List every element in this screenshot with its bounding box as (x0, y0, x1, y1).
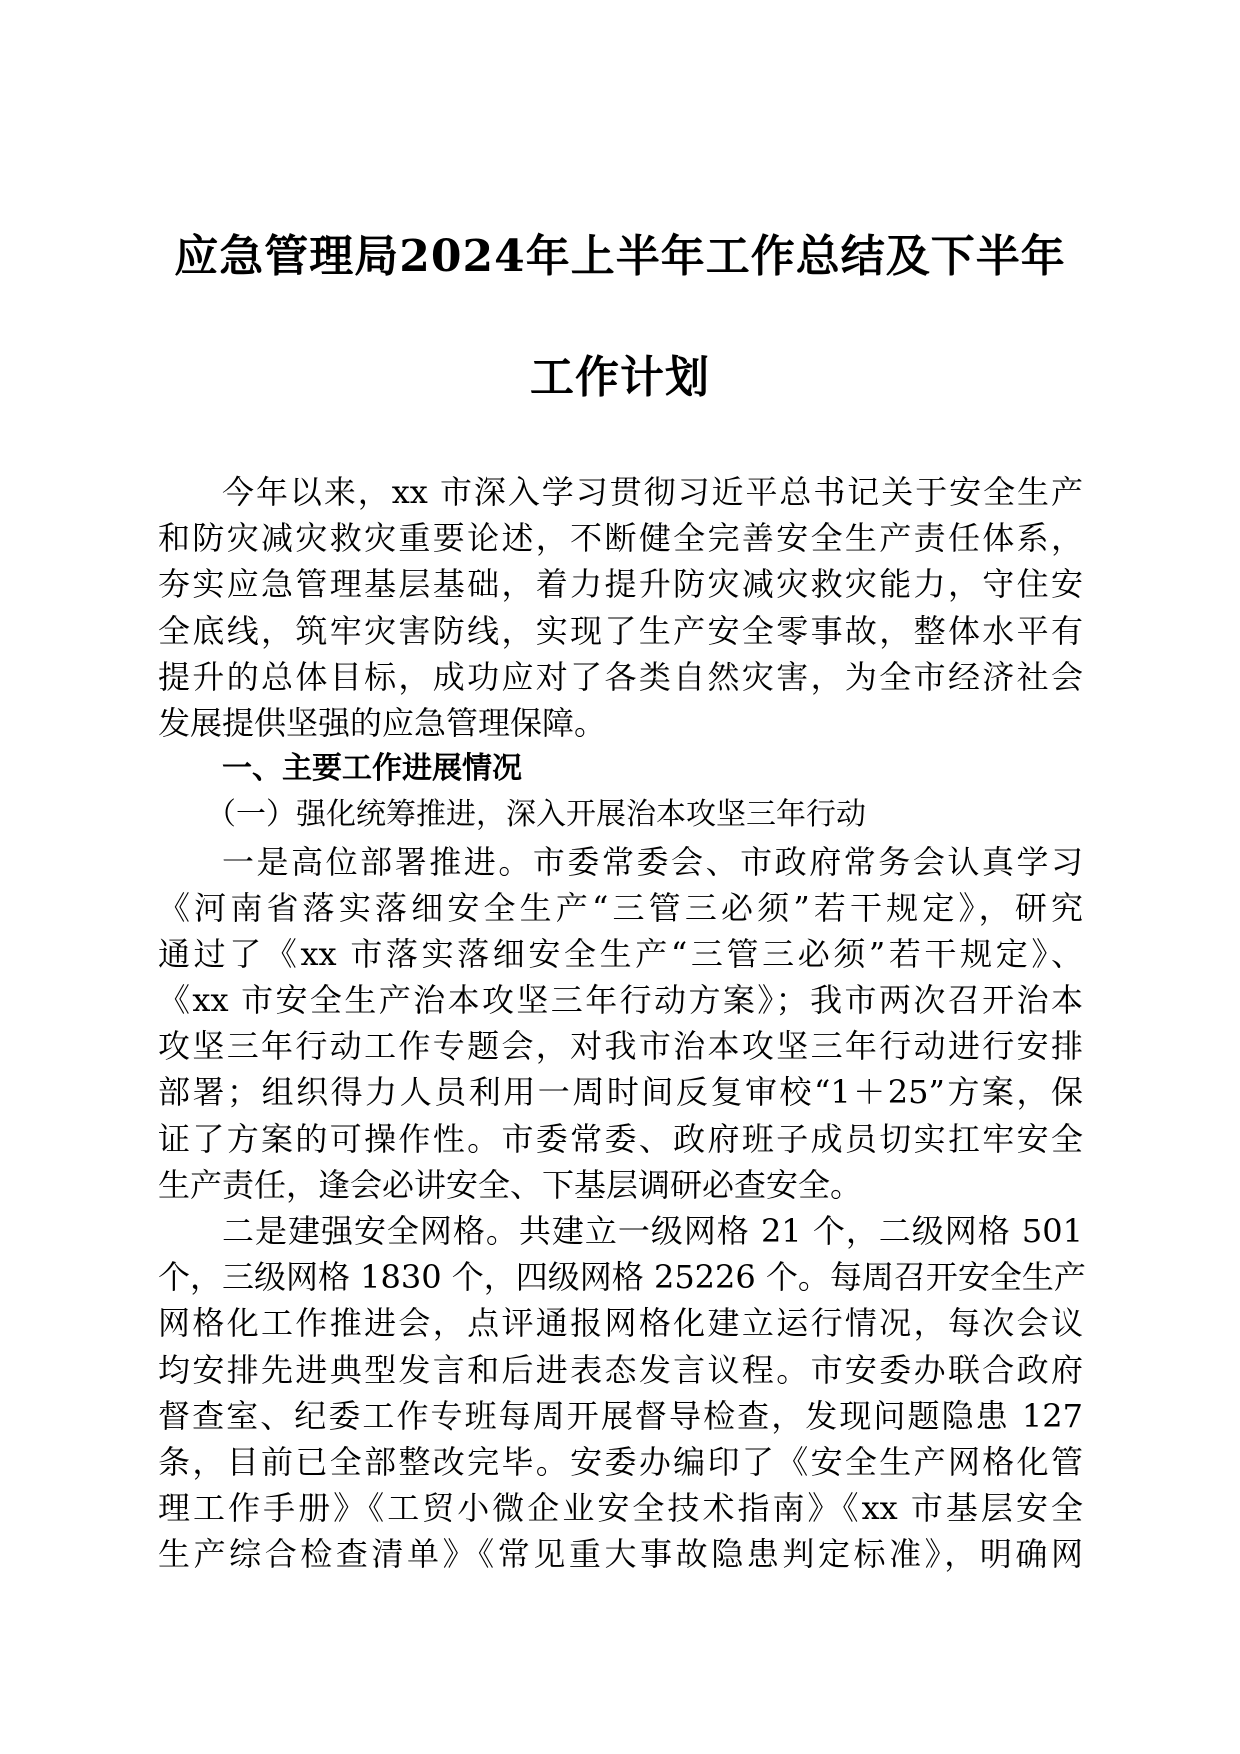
paragraph-line: 《河南省落实落细安全生产“三管三必须”若干规定》，研究 (158, 888, 1083, 927)
paragraph-line: 《xx 市安全生产治本攻坚三年行动方案》；我市两次召开治本 (158, 981, 1083, 1020)
paragraph-line: 生产综合检查清单》《常见重大事故隐患判定标准》，明确网 (158, 1535, 1083, 1574)
intro-line: 发展提供坚强的应急管理保障。 (158, 703, 607, 742)
paragraph-line: 网格化工作推进会，点评通报网格化建立运行情况，每次会议 (158, 1304, 1083, 1343)
paragraph-line: 条，目前已全部整改完毕。安委办编印了《安全生产网格化管 (158, 1442, 1083, 1481)
section-heading: 一、主要工作进展情况 (222, 751, 522, 787)
document-title-line-2: 工作计划 (530, 352, 710, 403)
document-body (158, 469, 1086, 1578)
subsection-heading: （一）强化统筹推进，深入开展治本攻坚三年行动 (206, 797, 866, 833)
intro-line: 夯实应急管理基层基础，着力提升防灾减灾救灾能力，守住安 (158, 565, 1083, 604)
paragraph-line: 一是高位部署推进。市委常委会、市政府常务会认真学习 (222, 842, 1083, 881)
intro-line: 提升的总体目标，成功应对了各类自然灾害，为全市经济社会 (158, 657, 1083, 696)
intro-line: 全底线，筑牢灾害防线，实现了生产安全零事故，整体水平有 (158, 611, 1083, 650)
paragraph-line: 攻坚三年行动工作专题会，对我市治本攻坚三年行动进行安排 (158, 1027, 1083, 1066)
paragraph-line: 均安排先进典型发言和后进表态发言议程。市安委办联合政府 (158, 1350, 1083, 1389)
paragraph-line: 通过了《xx 市落实落细安全生产“三管三必须”若干规定》、 (158, 934, 1083, 973)
paragraph-line: 理工作手册》《工贸小微企业安全技术指南》《xx 市基层安全 (158, 1489, 1083, 1528)
paragraph-line: 部署；组织得力人员利用一周时间反复审校“1＋25”方案，保 (158, 1073, 1083, 1112)
intro-line: 今年以来，xx 市深入学习贯彻习近平总书记关于安全生产 (222, 473, 1083, 511)
paragraph-line: 二是建强安全网格。共建立一级网格 21 个，二级网格 501 (222, 1212, 1083, 1250)
paragraph-line: 个，三级网格 1830 个，四级网格 25226 个。每周召开安全生产 (158, 1258, 1086, 1297)
paragraph-line: 生产责任，逢会必讲安全、下基层调研必查安全。 (158, 1165, 863, 1204)
paragraph-line: 证了方案的可操作性。市委常委、政府班子成员切实扛牢安全 (158, 1119, 1083, 1158)
paragraph-line: 督查室、纪委工作专班每周开展督导检查，发现问题隐患 127 (158, 1396, 1083, 1435)
intro-line: 和防灾减灾救灾重要论述，不断健全完善安全生产责任体系， (158, 519, 1083, 558)
document-title-line-1: 应急管理局2024年上半年工作总结及下半年 (174, 231, 1066, 282)
